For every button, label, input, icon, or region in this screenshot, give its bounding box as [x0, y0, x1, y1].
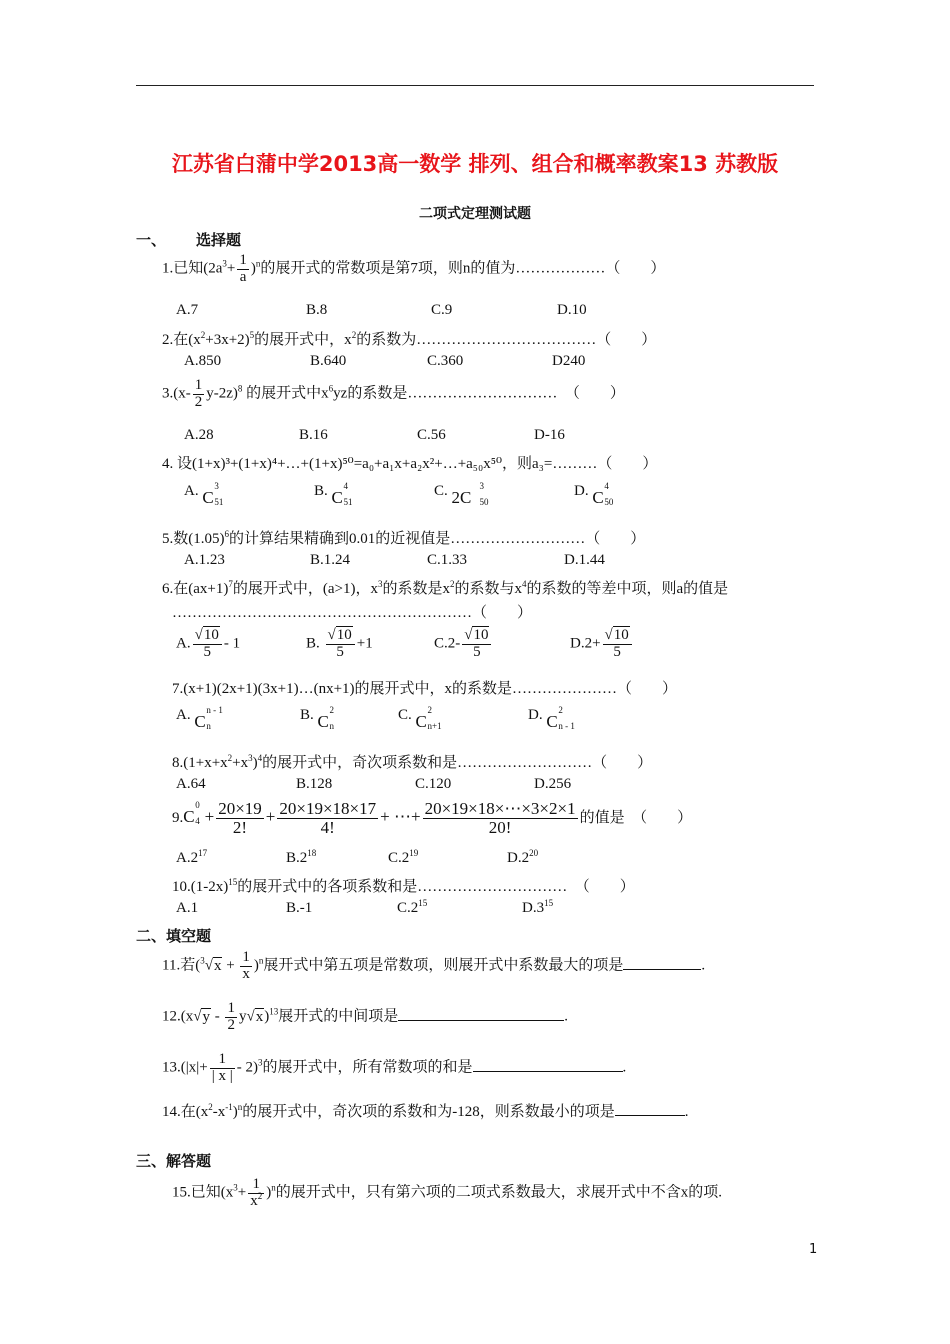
question-5-options: A.1.23 B.1.24 C.1.33 D.1.44: [184, 552, 605, 568]
document-title: 江苏省白蒲中学2013高一数学 排列、组合和概率教案13 苏教版: [171, 152, 779, 176]
question-7: 7.(x+1)(2x+1)(3x+1)…(nx+1)的展开式中，x的系数是…………………（ ）: [172, 681, 678, 697]
question-2-options: A.850 B.640 C.360 D240: [184, 353, 586, 369]
section-heading-choice: 一、 选择题: [136, 231, 242, 249]
question-6-line-2: ……………………………………………………（ ）: [172, 605, 533, 621]
question-8-options: A.64 B.128 C.120 D.256: [176, 776, 572, 792]
question-6: 6.在$(ax+1)^7$的展开式中，(a>1)，$x^3$的系数是$x^2$的系数与$x^4$的系数的等差中项，则a的值是: [162, 579, 729, 597]
section-heading-answer: 三、解答题: [136, 1152, 212, 1170]
question-3: 3.(x- $\frac{1}{2}$ y-2z)$^8$ 的展开式中$x^6yz$的系数是………………………… （ ）: [162, 377, 625, 410]
question-13: 13.(|x|+ $\frac{1}{| x |}$ - 2)$^3$的展开式中，所有常数项的和是 .: [162, 1051, 627, 1084]
question-6-options: A. $\frac{√10}{5}$ - 1 B. $\frac{√10}{5}$ +1 C.2- $\frac{√10}{5}$ D.2+ $\frac{√10}{5}$: [176, 628, 634, 661]
question-9-options: $A.2^{17}$ $B.2^{18}$ $C.2^{19}$ $D.2^{20}$: [176, 848, 539, 866]
question-7-options: A. C n - 1 n B. C 2 n C. C 2 n+1 D. C 2 n - 1: [176, 705, 575, 731]
question-4: 4. 设(1+x)³+(1+x)⁴+…+(1+x)⁵⁰=a₀+a₁x+a₂x²+…+a₅₀x⁵⁰，则a₃=………（ ）: [162, 456, 658, 472]
question-11: 11.若($^3$√x + $\frac{1}{x}$ )$^n$展开式中第五项是常数项，则展开式中系数最大的项是 .: [162, 949, 706, 982]
question-8: $8.(1+x+x^2+x^3)^4$的展开式中，奇次项系数和是………………………（ ）: [172, 753, 653, 771]
question-2: 2.在$(x^2+3x+2)^5$的展开式中，$x^2$的系数为………………………………（ ）: [162, 330, 657, 348]
question-10-options: A.1 B.-1 $C.2^{15}$ $D.3^{15}$: [176, 898, 554, 916]
header-rule: [136, 85, 814, 86]
question-9: 9.C 0 4 + $\frac{20\times 19}{2!}$ + $\frac{20\times 19\times 18\times 17}{4!}$ + ⋯+ $\frac{20\times 19\times 18\times\cdots\times 3\times 2\times 1}{20!}$ 的值是 （ ）: [172, 799, 693, 837]
question-4-options: A. C 3 51 B. C 4 51 C. 2C 3 50 D. C 4 50: [184, 481, 614, 507]
question-10: $10.(1-2x)^{15}$的展开式中的各项系数和是………………………… （ ）: [172, 877, 635, 895]
question-1-options: A.7 B.8 C.9 D.10: [176, 302, 587, 318]
question-12: 12.(x√y - $\frac{1}{2}$ y√x)$^{13}$展开式的中间项是 .: [162, 1000, 568, 1033]
question-15: 15.已知($x^3+$ $\frac{1}{x^2}$ )$^n$的展开式中，只有第六项的二项式系数最大，求展开式中不含x的项.: [172, 1176, 722, 1209]
page-number: 1: [809, 1242, 818, 1257]
question-3-options: A.28 B.16 C.56 D-16: [184, 427, 565, 443]
section-heading-fill: 二、填空题: [136, 927, 212, 945]
question-5: 5.数$(1.05)^6$的计算结果精确到0.01的近视值是………………………（ ）: [162, 529, 646, 547]
document-subtitle: 二项式定理测试题: [419, 206, 531, 222]
question-1: 1.已知($2a^3+$ $\frac{1}{a}$ )$^n$的展开式的常数项是第7项，则n的值为………………（ ）: [162, 252, 666, 285]
question-14: 14.在$(x^2-x^{-1})^n$的展开式中，奇次项的系数和为-128，则系数最小的项是 .: [162, 1102, 689, 1120]
